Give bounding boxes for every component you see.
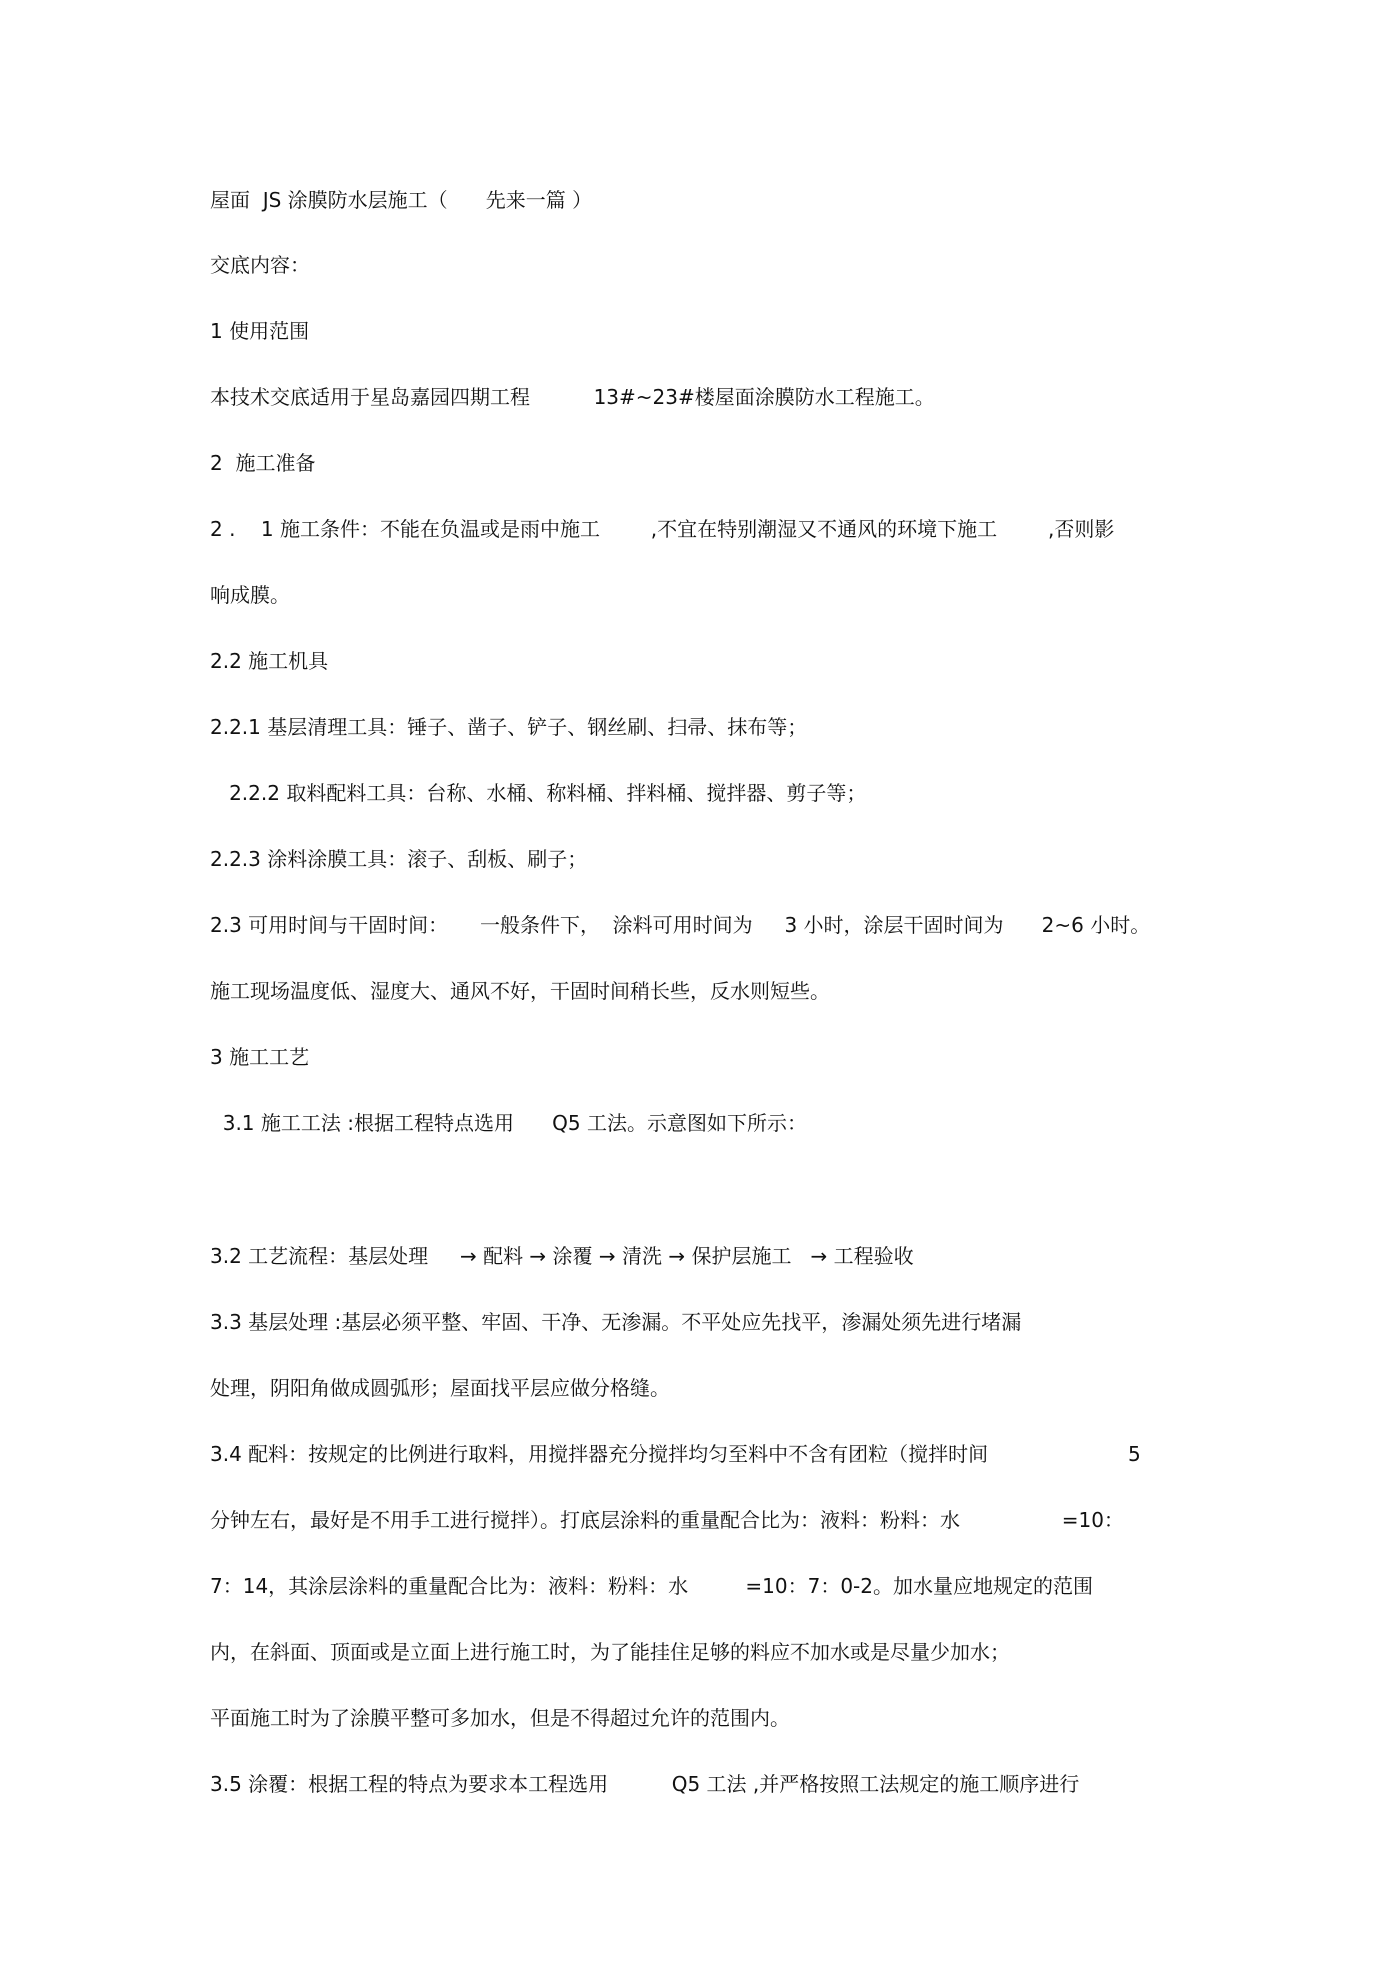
paragraph-line: 3.1 施工工法 :根据工程特点选用 Q5 工法。示意图如下所示： — [210, 1111, 807, 1135]
paragraph-line: 2.3 可用时间与干固时间： 一般条件下， 涂料可用时间为 3 小时，涂层干固时间为 2~6 小时。 — [210, 913, 1151, 937]
paragraph-line: 3.3 基层处理 :基层必须平整、牢固、干净、无渗漏。不平处应先找平，渗漏处须先进行堵漏 — [210, 1310, 1022, 1334]
document-title: 屋面 JS 涂膜防水层施工（ 先来一篇 ） — [210, 188, 593, 212]
paragraph-line: 3.4 配料：按规定的比例进行取料，用搅拌器充分搅拌均匀至料中不含有团粒（搅拌时间 5 — [210, 1442, 1141, 1466]
paragraph-line: 3.5 涂覆：根据工程的特点为要求本工程选用 Q5 工法 ,并严格按照工法规定的施工顺序进行 — [210, 1772, 1080, 1796]
paragraph-line: 内，在斜面、顶面或是立面上进行施工时，为了能挂住足够的料应不加水或是尽量少加水； — [210, 1640, 1010, 1664]
paragraph-line: 2 . 1 施工条件：不能在负温或是雨中施工 ,不宜在特别潮湿又不通风的环境下施工 ,否则影 — [210, 517, 1115, 541]
paragraph-line: 2.2.2 取料配料工具：台称、水桶、称料桶、拌料桶、搅拌器、剪子等； — [210, 781, 867, 805]
section-heading: 1 使用范围 — [210, 319, 310, 343]
paragraph-line: 本技术交底适用于星岛嘉园四期工程 13#~23#楼屋面涂膜防水工程施工。 — [210, 385, 935, 409]
paragraph-line: 施工现场温度低、湿度大、通风不好，干固时间稍长些，反水则短些。 — [210, 979, 830, 1003]
section-heading: 2 施工准备 — [210, 451, 316, 475]
paragraph-line: 2.2.1 基层清理工具：锤子、凿子、铲子、钢丝刷、扫帚、抹布等； — [210, 715, 808, 739]
paragraph-line: 3.2 工艺流程：基层处理 → 配料 → 涂覆 → 清洗 → 保护层施工 → 工程验收 — [210, 1244, 914, 1268]
section-heading: 3 施工工艺 — [210, 1045, 310, 1069]
paragraph-line: 7：14，其涂层涂料的重量配合比为：液料：粉料：水 =10：7：0-2。加水量应地规定的范围 — [210, 1574, 1093, 1598]
paragraph-line: 2.2.3 涂料涂膜工具：滚子、刮板、刷子； — [210, 847, 588, 871]
paragraph-line: 处理，阴阳角做成圆弧形；屋面找平层应做分格缝。 — [210, 1376, 670, 1400]
section-heading: 交底内容： — [210, 253, 310, 277]
paragraph-line: 平面施工时为了涂膜平整可多加水，但是不得超过允许的范围内。 — [210, 1706, 790, 1730]
section-heading: 2.2 施工机具 — [210, 649, 329, 673]
paragraph-line: 响成膜。 — [210, 583, 290, 607]
paragraph-line: 分钟左右，最好是不用手工进行搅拌）。打底层涂料的重量配合比为：液料：粉料：水 =10： — [210, 1508, 1124, 1532]
